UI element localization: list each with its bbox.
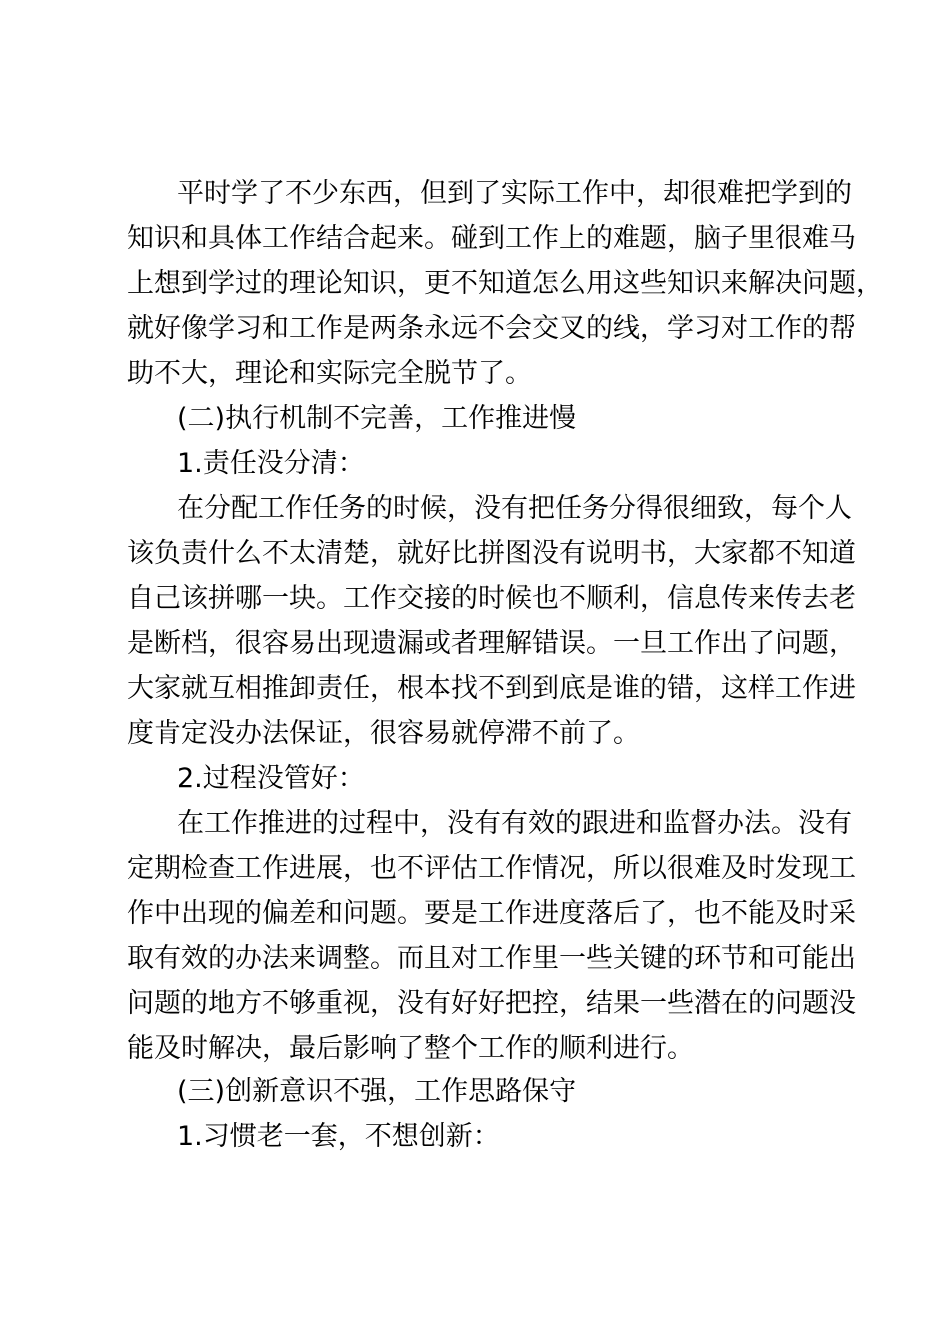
text-line-content: 助不大，理论和实际完全脱节了。 bbox=[127, 358, 532, 389]
subsection-heading-text: 1.责任没分清： bbox=[177, 448, 365, 479]
text-line bbox=[0, 487, 950, 531]
text-line bbox=[0, 712, 950, 756]
text-line bbox=[0, 352, 950, 396]
text-line-content: 该负责什么不太清楚，就好比拼图没有说明书，大家都不知道 bbox=[127, 538, 856, 569]
section-heading bbox=[0, 1070, 950, 1114]
subsection-heading bbox=[0, 442, 950, 486]
subsection-heading bbox=[0, 1115, 950, 1159]
text-line bbox=[0, 982, 950, 1026]
subsection-heading-text: 2.过程没管好： bbox=[177, 763, 365, 794]
text-line bbox=[0, 622, 950, 666]
text-line-content: 上想到学过的理论知识，更不知道怎么用这些知识来解决问题， bbox=[127, 268, 883, 299]
text-line bbox=[0, 1027, 950, 1071]
section-heading bbox=[0, 397, 950, 441]
text-line bbox=[0, 262, 950, 306]
text-line bbox=[0, 217, 950, 261]
text-line-content: 在分配工作任务的时候，没有把任务分得很细致，每个人 bbox=[177, 493, 852, 524]
text-line-content: 作中出现的偏差和问题。要是工作进度落后了，也不能及时采 bbox=[127, 898, 856, 929]
text-line bbox=[0, 937, 950, 981]
text-line bbox=[0, 307, 950, 351]
text-line-content: 定期检查工作进展，也不评估工作情况，所以很难及时发现工 bbox=[127, 853, 856, 884]
text-line-content: 知识和具体工作结合起来。碰到工作上的难题，脑子里很难马 bbox=[127, 223, 856, 254]
subsection-heading bbox=[0, 757, 950, 801]
text-line-content: 在工作推进的过程中，没有有效的跟进和监督办法。没有 bbox=[177, 808, 852, 839]
text-line-content: 问题的地方不够重视，没有好好把控，结果一些潜在的问题没 bbox=[127, 988, 856, 1019]
text-line bbox=[0, 172, 950, 216]
text-line-content: 平时学了不少东西，但到了实际工作中，却很难把学到的 bbox=[177, 178, 852, 209]
text-line bbox=[0, 532, 950, 576]
text-line-content: 是断档，很容易出现遗漏或者理解错误。一旦工作出了问题， bbox=[127, 628, 856, 659]
text-line-content: 度肯定没办法保证，很容易就停滞不前了。 bbox=[127, 718, 640, 749]
text-line bbox=[0, 892, 950, 936]
text-line bbox=[0, 667, 950, 711]
text-line-content: 自己该拼哪一块。工作交接的时候也不顺利，信息传来传去老 bbox=[127, 583, 856, 614]
text-line bbox=[0, 577, 950, 621]
section-heading-text: (三)创新意识不强，工作思路保守 bbox=[177, 1076, 577, 1107]
text-line-content: 取有效的办法来调整。而且对工作里一些关键的环节和可能出 bbox=[127, 943, 856, 974]
section-heading-text: (二)执行机制不完善，工作推进慢 bbox=[177, 403, 577, 434]
subsection-heading-text: 1.习惯老一套，不想创新： bbox=[177, 1121, 500, 1152]
text-line-content: 能及时解决，最后影响了整个工作的顺利进行。 bbox=[127, 1033, 694, 1064]
text-line-content: 就好像学习和工作是两条永远不会交叉的线，学习对工作的帮 bbox=[127, 313, 856, 344]
text-line bbox=[0, 847, 950, 891]
text-line-content: 大家就互相推卸责任，根本找不到到底是谁的错，这样工作进 bbox=[127, 673, 856, 704]
text-line bbox=[0, 802, 950, 846]
